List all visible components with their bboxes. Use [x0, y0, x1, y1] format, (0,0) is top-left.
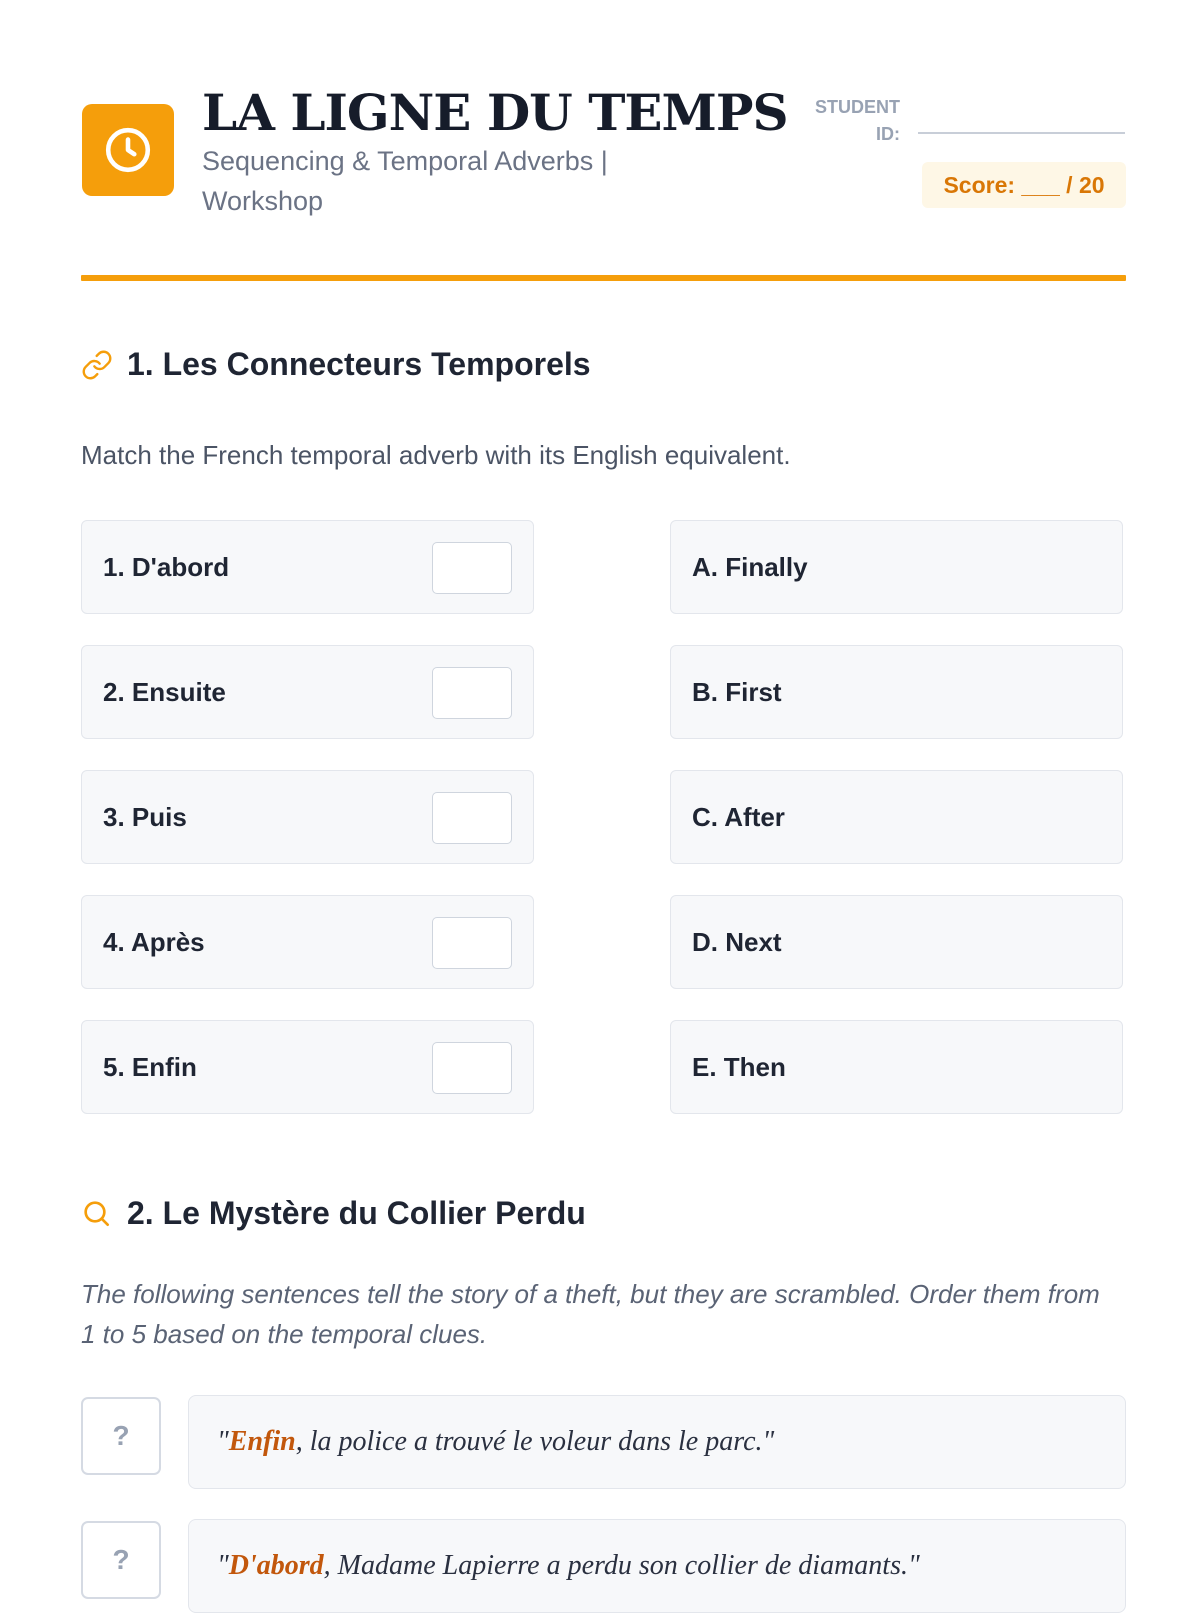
sentence-card	[188, 1395, 1126, 1489]
french-term	[81, 1020, 534, 1114]
clock-icon	[82, 104, 174, 196]
section-1-heading	[81, 346, 591, 383]
section-2-instructions: The following sentences tell the story of a theft, but they are scrambled. Order them from 1 to 5 based on the temporal clues.	[81, 1279, 1100, 1349]
french-term-label: 2. Ensuite	[103, 676, 226, 707]
temporal-keyword: Enfin	[228, 1426, 296, 1457]
french-term	[81, 770, 534, 864]
worksheet-subtitle: Sequencing & Temporal Adverbs | Workshop	[202, 146, 608, 216]
french-term-label: 4. Après	[103, 926, 205, 957]
answer-input[interactable]	[432, 542, 512, 594]
student-id-field[interactable]	[918, 132, 1125, 134]
sentence-text: , Madame Lapierre a perdu son collier de diamants."	[323, 1550, 920, 1581]
french-term	[81, 895, 534, 989]
english-term: E. Then	[670, 1020, 1123, 1114]
header-divider	[81, 275, 1126, 281]
sentence-card	[188, 1519, 1126, 1613]
french-term-label: 5. Enfin	[103, 1051, 197, 1082]
section-2-heading	[81, 1195, 586, 1232]
search-icon	[81, 1198, 113, 1230]
answer-input[interactable]	[432, 667, 512, 719]
link-icon	[81, 349, 113, 381]
order-input[interactable]: ?	[81, 1521, 161, 1599]
worksheet-title: LA LIGNE DU TEMPS	[202, 83, 788, 142]
french-term-label: 3. Puis	[103, 801, 187, 832]
french-term	[81, 645, 534, 739]
sentence-text: , la police a trouvé le voleur dans le parc."	[295, 1426, 775, 1457]
answer-input[interactable]	[432, 917, 512, 969]
sentence-quote: "	[217, 1550, 229, 1581]
temporal-keyword: D'abord	[228, 1550, 324, 1581]
section-1-title: 1. Les Connecteurs Temporels	[127, 346, 591, 382]
english-term: B. First	[670, 645, 1123, 739]
student-id-label: STUDENT ID:	[815, 97, 900, 144]
score-badge: Score: ___ / 20	[922, 162, 1126, 208]
answer-input[interactable]	[432, 792, 512, 844]
sentence-quote: "	[217, 1426, 229, 1457]
section-1-instructions: Match the French temporal adverb with its English equivalent.	[81, 440, 791, 470]
english-term: D. Next	[670, 895, 1123, 989]
section-2-title: 2. Le Mystère du Collier Perdu	[127, 1195, 586, 1231]
english-term: A. Finally	[670, 520, 1123, 614]
answer-input[interactable]	[432, 1042, 512, 1094]
english-term: C. After	[670, 770, 1123, 864]
order-input[interactable]: ?	[81, 1397, 161, 1475]
french-term-label: 1. D'abord	[103, 551, 230, 582]
french-term	[81, 520, 534, 614]
